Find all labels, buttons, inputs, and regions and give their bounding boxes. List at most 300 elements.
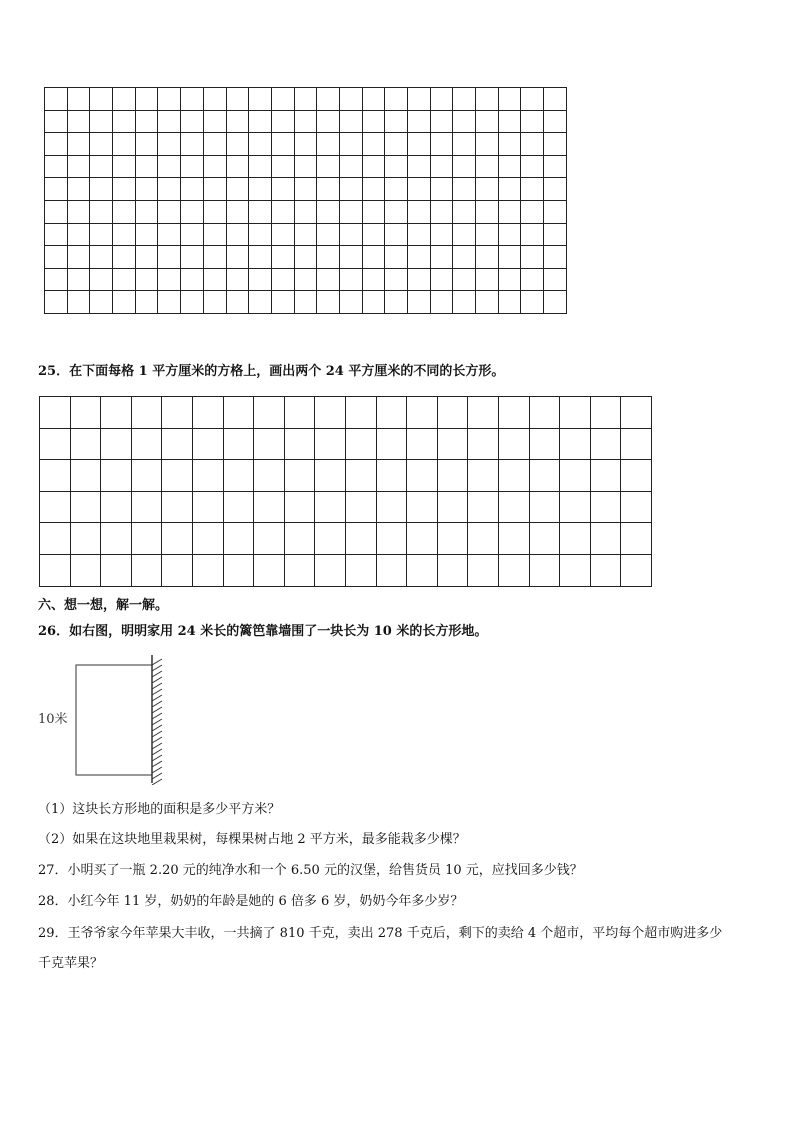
grid-cell <box>271 133 294 156</box>
hatch-mark <box>152 671 162 677</box>
grid-cell <box>590 428 621 460</box>
grid-cell <box>67 88 90 111</box>
grid-cell <box>498 133 521 156</box>
grid-cell <box>162 554 193 586</box>
question-28: 28．小红今年 11 岁，奶奶的年龄是她的 6 倍多 6 岁，奶奶今年多少岁？ <box>38 894 464 909</box>
grid-cell <box>407 523 438 555</box>
grid-cell <box>135 155 158 178</box>
grid-cell <box>453 223 476 246</box>
grid-cell <box>317 291 340 314</box>
grid-cell <box>408 88 431 111</box>
grid-cell <box>226 200 249 223</box>
grid-cell <box>468 397 499 429</box>
grid-cell <box>40 397 71 429</box>
grid-cell <box>385 133 408 156</box>
grid-cell <box>284 554 315 586</box>
grid-cell <box>249 133 272 156</box>
grid-cell <box>476 110 499 133</box>
grid-cell <box>294 200 317 223</box>
grid-cell <box>226 268 249 291</box>
grid-cell <box>385 246 408 269</box>
grid-cell <box>498 155 521 178</box>
grid-cell <box>90 246 113 269</box>
grid-cell <box>158 133 181 156</box>
grid-cell <box>339 133 362 156</box>
grid-cell <box>70 397 101 429</box>
grid-cell <box>203 88 226 111</box>
hatch-mark <box>152 773 162 779</box>
grid-cell <box>162 523 193 555</box>
grid-cell <box>45 268 68 291</box>
grid-cell <box>376 460 407 492</box>
grid-cell <box>362 133 385 156</box>
grid-cell <box>529 397 560 429</box>
hatch-mark <box>152 761 162 767</box>
grid-cell <box>529 554 560 586</box>
grid-cell <box>249 88 272 111</box>
grid-cell <box>158 155 181 178</box>
grid-cell <box>158 88 181 111</box>
grid-cell <box>521 246 544 269</box>
grid-cell <box>315 397 346 429</box>
grid-cell <box>376 554 407 586</box>
grid-cell <box>90 291 113 314</box>
grid-cell <box>362 246 385 269</box>
hatch-mark <box>152 755 162 761</box>
grid-cell <box>113 246 136 269</box>
grid-cell <box>476 246 499 269</box>
grid-cell <box>203 246 226 269</box>
grid-cell <box>113 291 136 314</box>
grid-cell <box>430 223 453 246</box>
grid-cell <box>430 200 453 223</box>
grid-row <box>45 246 567 269</box>
grid-cell <box>317 223 340 246</box>
grid-cell <box>498 223 521 246</box>
grid-cell <box>407 460 438 492</box>
grid-cell <box>498 88 521 111</box>
grid-cell <box>131 397 162 429</box>
grid-cell <box>437 397 468 429</box>
grid-cell <box>90 88 113 111</box>
grid-cell <box>284 460 315 492</box>
grid-cell <box>362 291 385 314</box>
grid-cell <box>345 491 376 523</box>
hatch-mark <box>152 683 162 689</box>
grid-cell <box>284 523 315 555</box>
grid-cell <box>560 428 591 460</box>
grid-cell <box>437 428 468 460</box>
hatch-mark <box>152 779 162 785</box>
grid-cell <box>317 268 340 291</box>
grid-cell <box>376 491 407 523</box>
grid-cell <box>271 178 294 201</box>
grid-cell <box>113 178 136 201</box>
grid-row <box>45 268 567 291</box>
grid-cell <box>254 491 285 523</box>
grid-cell <box>317 110 340 133</box>
grid-cell <box>430 88 453 111</box>
grid-cell <box>408 246 431 269</box>
grid-cell <box>284 397 315 429</box>
grid-cell <box>621 460 652 492</box>
grid-cell <box>135 110 158 133</box>
grid-cell <box>468 428 499 460</box>
grid-cell <box>181 178 204 201</box>
grid-cell <box>317 200 340 223</box>
grid-cell <box>294 268 317 291</box>
grid-cell <box>521 200 544 223</box>
grid-cell <box>430 155 453 178</box>
grid-cell <box>113 88 136 111</box>
grid-cell <box>498 268 521 291</box>
grid-cell <box>271 246 294 269</box>
grid-cell <box>67 223 90 246</box>
grid-cell <box>385 200 408 223</box>
grid-cell <box>284 428 315 460</box>
grid-cell <box>437 554 468 586</box>
grid-cell <box>70 428 101 460</box>
grid-cell <box>521 268 544 291</box>
grid-cell <box>521 155 544 178</box>
grid-cell <box>90 110 113 133</box>
grid-cell <box>70 554 101 586</box>
grid-cell <box>45 88 68 111</box>
grid-cell <box>271 88 294 111</box>
hatch-mark <box>152 737 162 743</box>
grid-cell <box>476 155 499 178</box>
grid-cell <box>226 246 249 269</box>
grid-cell <box>408 268 431 291</box>
grid-cell <box>90 133 113 156</box>
grid-cell <box>67 133 90 156</box>
grid-cell <box>529 523 560 555</box>
grid-cell <box>131 523 162 555</box>
grid-cell <box>476 200 499 223</box>
grid-cell <box>476 223 499 246</box>
grid-cell <box>621 523 652 555</box>
grid-cell <box>498 291 521 314</box>
grid-cell <box>101 491 132 523</box>
grid-cell <box>131 460 162 492</box>
grid-cell <box>498 397 529 429</box>
grid-paper-question-25 <box>39 396 652 587</box>
grid-cell <box>362 88 385 111</box>
grid-cell <box>544 88 567 111</box>
grid-cell <box>362 155 385 178</box>
grid-cell <box>437 460 468 492</box>
grid-cell <box>345 397 376 429</box>
grid-cell <box>294 246 317 269</box>
grid-cell <box>430 291 453 314</box>
grid-cell <box>271 291 294 314</box>
grid-cell <box>453 155 476 178</box>
question-25: 25．在下面每格 1 平方厘米的方格上，画出两个 24 平方厘米的不同的长方形。 <box>38 364 505 379</box>
grid-cell <box>521 178 544 201</box>
grid-cell <box>362 178 385 201</box>
grid-cell <box>223 460 254 492</box>
grid-row <box>45 223 567 246</box>
hatch-mark <box>152 743 162 749</box>
grid-cell <box>521 133 544 156</box>
grid-cell <box>158 246 181 269</box>
grid-cell <box>271 155 294 178</box>
grid-cell <box>271 223 294 246</box>
grid-cell <box>544 200 567 223</box>
grid-cell <box>408 200 431 223</box>
grid-cell <box>40 523 71 555</box>
grid-cell <box>560 491 591 523</box>
grid-cell <box>376 397 407 429</box>
grid-cell <box>135 291 158 314</box>
grid-cell <box>223 523 254 555</box>
grid-cell <box>192 554 223 586</box>
grid-cell <box>590 554 621 586</box>
grid-cell <box>521 291 544 314</box>
grid-cell <box>315 554 346 586</box>
grid-cell <box>345 523 376 555</box>
grid-cell <box>408 291 431 314</box>
grid-cell <box>181 246 204 269</box>
grid-cell <box>498 523 529 555</box>
grid-cell <box>101 554 132 586</box>
grid-cell <box>181 268 204 291</box>
grid-cell <box>271 200 294 223</box>
grid-cell <box>453 291 476 314</box>
grid-cell <box>339 200 362 223</box>
grid-cell <box>408 133 431 156</box>
grid-cell <box>339 155 362 178</box>
grid-cell <box>249 246 272 269</box>
grid-row <box>45 110 567 133</box>
grid-row <box>45 88 567 111</box>
grid-cell <box>621 397 652 429</box>
grid-row <box>40 491 652 523</box>
section-6-heading: 六、想一想，解一解。 <box>38 598 169 613</box>
grid-cell <box>226 178 249 201</box>
grid-cell <box>317 88 340 111</box>
grid-cell <box>249 178 272 201</box>
grid-cell <box>621 491 652 523</box>
grid-cell <box>90 268 113 291</box>
grid-cell <box>254 523 285 555</box>
grid-cell <box>162 460 193 492</box>
grid-cell <box>453 200 476 223</box>
grid-cell <box>70 523 101 555</box>
grid-cell <box>203 200 226 223</box>
grid-cell <box>249 291 272 314</box>
grid-cell <box>498 460 529 492</box>
grid-row <box>45 178 567 201</box>
grid-cell <box>521 110 544 133</box>
grid-cell <box>162 397 193 429</box>
grid-cell <box>45 133 68 156</box>
grid-cell <box>135 200 158 223</box>
grid-cell <box>181 223 204 246</box>
grid-cell <box>135 133 158 156</box>
grid-cell <box>468 554 499 586</box>
grid-cell <box>407 397 438 429</box>
rectangle-wall-figure <box>36 655 176 785</box>
grid-cell <box>294 155 317 178</box>
grid-cell <box>468 491 499 523</box>
grid-cell <box>203 223 226 246</box>
rectangle-field <box>76 665 152 775</box>
grid-row <box>45 291 567 314</box>
grid-cell <box>385 268 408 291</box>
grid-cell <box>560 523 591 555</box>
grid-cell <box>203 155 226 178</box>
hatch-mark <box>152 707 162 713</box>
grid-row <box>45 200 567 223</box>
grid-cell <box>90 178 113 201</box>
grid-cell <box>544 155 567 178</box>
grid-row <box>40 428 652 460</box>
grid-cell <box>67 291 90 314</box>
grid-cell <box>223 397 254 429</box>
grid-cell <box>226 223 249 246</box>
question-29-line-2: 千克苹果？ <box>38 956 104 971</box>
grid-cell <box>385 110 408 133</box>
grid-cell <box>362 223 385 246</box>
grid-cell <box>192 428 223 460</box>
grid-cell <box>192 397 223 429</box>
grid-cell <box>345 460 376 492</box>
grid-cell <box>226 133 249 156</box>
grid-cell <box>254 397 285 429</box>
grid-cell <box>90 200 113 223</box>
grid-cell <box>476 268 499 291</box>
grid-cell <box>294 223 317 246</box>
grid-cell <box>45 200 68 223</box>
grid-cell <box>453 110 476 133</box>
grid-cell <box>158 291 181 314</box>
grid-cell <box>385 155 408 178</box>
grid-cell <box>181 291 204 314</box>
grid-cell <box>453 133 476 156</box>
grid-cell <box>498 554 529 586</box>
hatch-mark <box>152 695 162 701</box>
grid-cell <box>315 428 346 460</box>
grid-cell <box>560 554 591 586</box>
grid-cell <box>339 88 362 111</box>
grid-cell <box>113 133 136 156</box>
question-29-line-1: 29．王爷爷家今年苹果大丰收，一共摘了 810 千克，卖出 278 千克后，剩下的卖给 4 个超市，平均每个超市购进多少 <box>38 926 723 941</box>
grid-cell <box>192 523 223 555</box>
grid-row <box>45 155 567 178</box>
grid-cell <box>135 246 158 269</box>
grid-cell <box>45 223 68 246</box>
grid-cell <box>192 460 223 492</box>
grid-cell <box>590 397 621 429</box>
grid-cell <box>453 178 476 201</box>
grid-paper-top <box>44 87 567 314</box>
grid-cell <box>544 110 567 133</box>
grid-cell <box>476 133 499 156</box>
grid-cell <box>529 460 560 492</box>
grid-cell <box>430 178 453 201</box>
grid-cell <box>317 133 340 156</box>
grid-cell <box>203 110 226 133</box>
grid-row <box>40 460 652 492</box>
grid-cell <box>181 133 204 156</box>
grid-cell <box>135 178 158 201</box>
question-26-part-1: （1）这块长方形地的面积是多少平方米？ <box>38 802 281 817</box>
hatch-mark <box>152 731 162 737</box>
grid-cell <box>90 155 113 178</box>
grid-cell <box>476 178 499 201</box>
grid-cell <box>131 554 162 586</box>
grid-cell <box>408 178 431 201</box>
grid-cell <box>590 523 621 555</box>
grid-cell <box>430 268 453 291</box>
grid-cell <box>408 223 431 246</box>
grid-cell <box>45 246 68 269</box>
grid-cell <box>498 110 521 133</box>
grid-cell <box>498 200 521 223</box>
grid-cell <box>430 133 453 156</box>
grid-cell <box>158 200 181 223</box>
grid-cell <box>40 460 71 492</box>
grid-cell <box>254 428 285 460</box>
grid-cell <box>45 110 68 133</box>
grid-cell <box>67 110 90 133</box>
hatch-mark <box>152 659 162 665</box>
grid-cell <box>315 523 346 555</box>
grid-cell <box>162 491 193 523</box>
wall-hatching <box>152 659 162 785</box>
grid-cell <box>590 460 621 492</box>
hatch-mark <box>152 767 162 773</box>
grid-cell <box>158 178 181 201</box>
grid-cell <box>362 200 385 223</box>
hatch-mark <box>152 713 162 719</box>
grid-cell <box>544 246 567 269</box>
grid-cell <box>254 460 285 492</box>
grid-cell <box>67 246 90 269</box>
grid-cell <box>437 523 468 555</box>
grid-cell <box>560 397 591 429</box>
grid-cell <box>468 460 499 492</box>
grid-cell <box>226 110 249 133</box>
grid-cell <box>498 178 521 201</box>
grid-row <box>40 397 652 429</box>
grid-cell <box>113 200 136 223</box>
grid-cell <box>135 268 158 291</box>
grid-cell <box>544 223 567 246</box>
grid-cell <box>339 291 362 314</box>
grid-cell <box>498 491 529 523</box>
grid-cell <box>135 223 158 246</box>
grid-cell <box>226 155 249 178</box>
grid-cell <box>284 491 315 523</box>
grid-cell <box>339 223 362 246</box>
grid-cell <box>162 428 193 460</box>
grid-cell <box>294 110 317 133</box>
grid-cell <box>362 110 385 133</box>
grid-cell <box>67 155 90 178</box>
grid-cell <box>317 155 340 178</box>
grid-cell <box>407 428 438 460</box>
grid-cell <box>203 178 226 201</box>
grid-cell <box>101 460 132 492</box>
grid-cell <box>203 268 226 291</box>
grid-cell <box>181 110 204 133</box>
grid-cell <box>135 88 158 111</box>
grid-cell <box>101 523 132 555</box>
grid-cell <box>158 268 181 291</box>
grid-cell <box>453 88 476 111</box>
